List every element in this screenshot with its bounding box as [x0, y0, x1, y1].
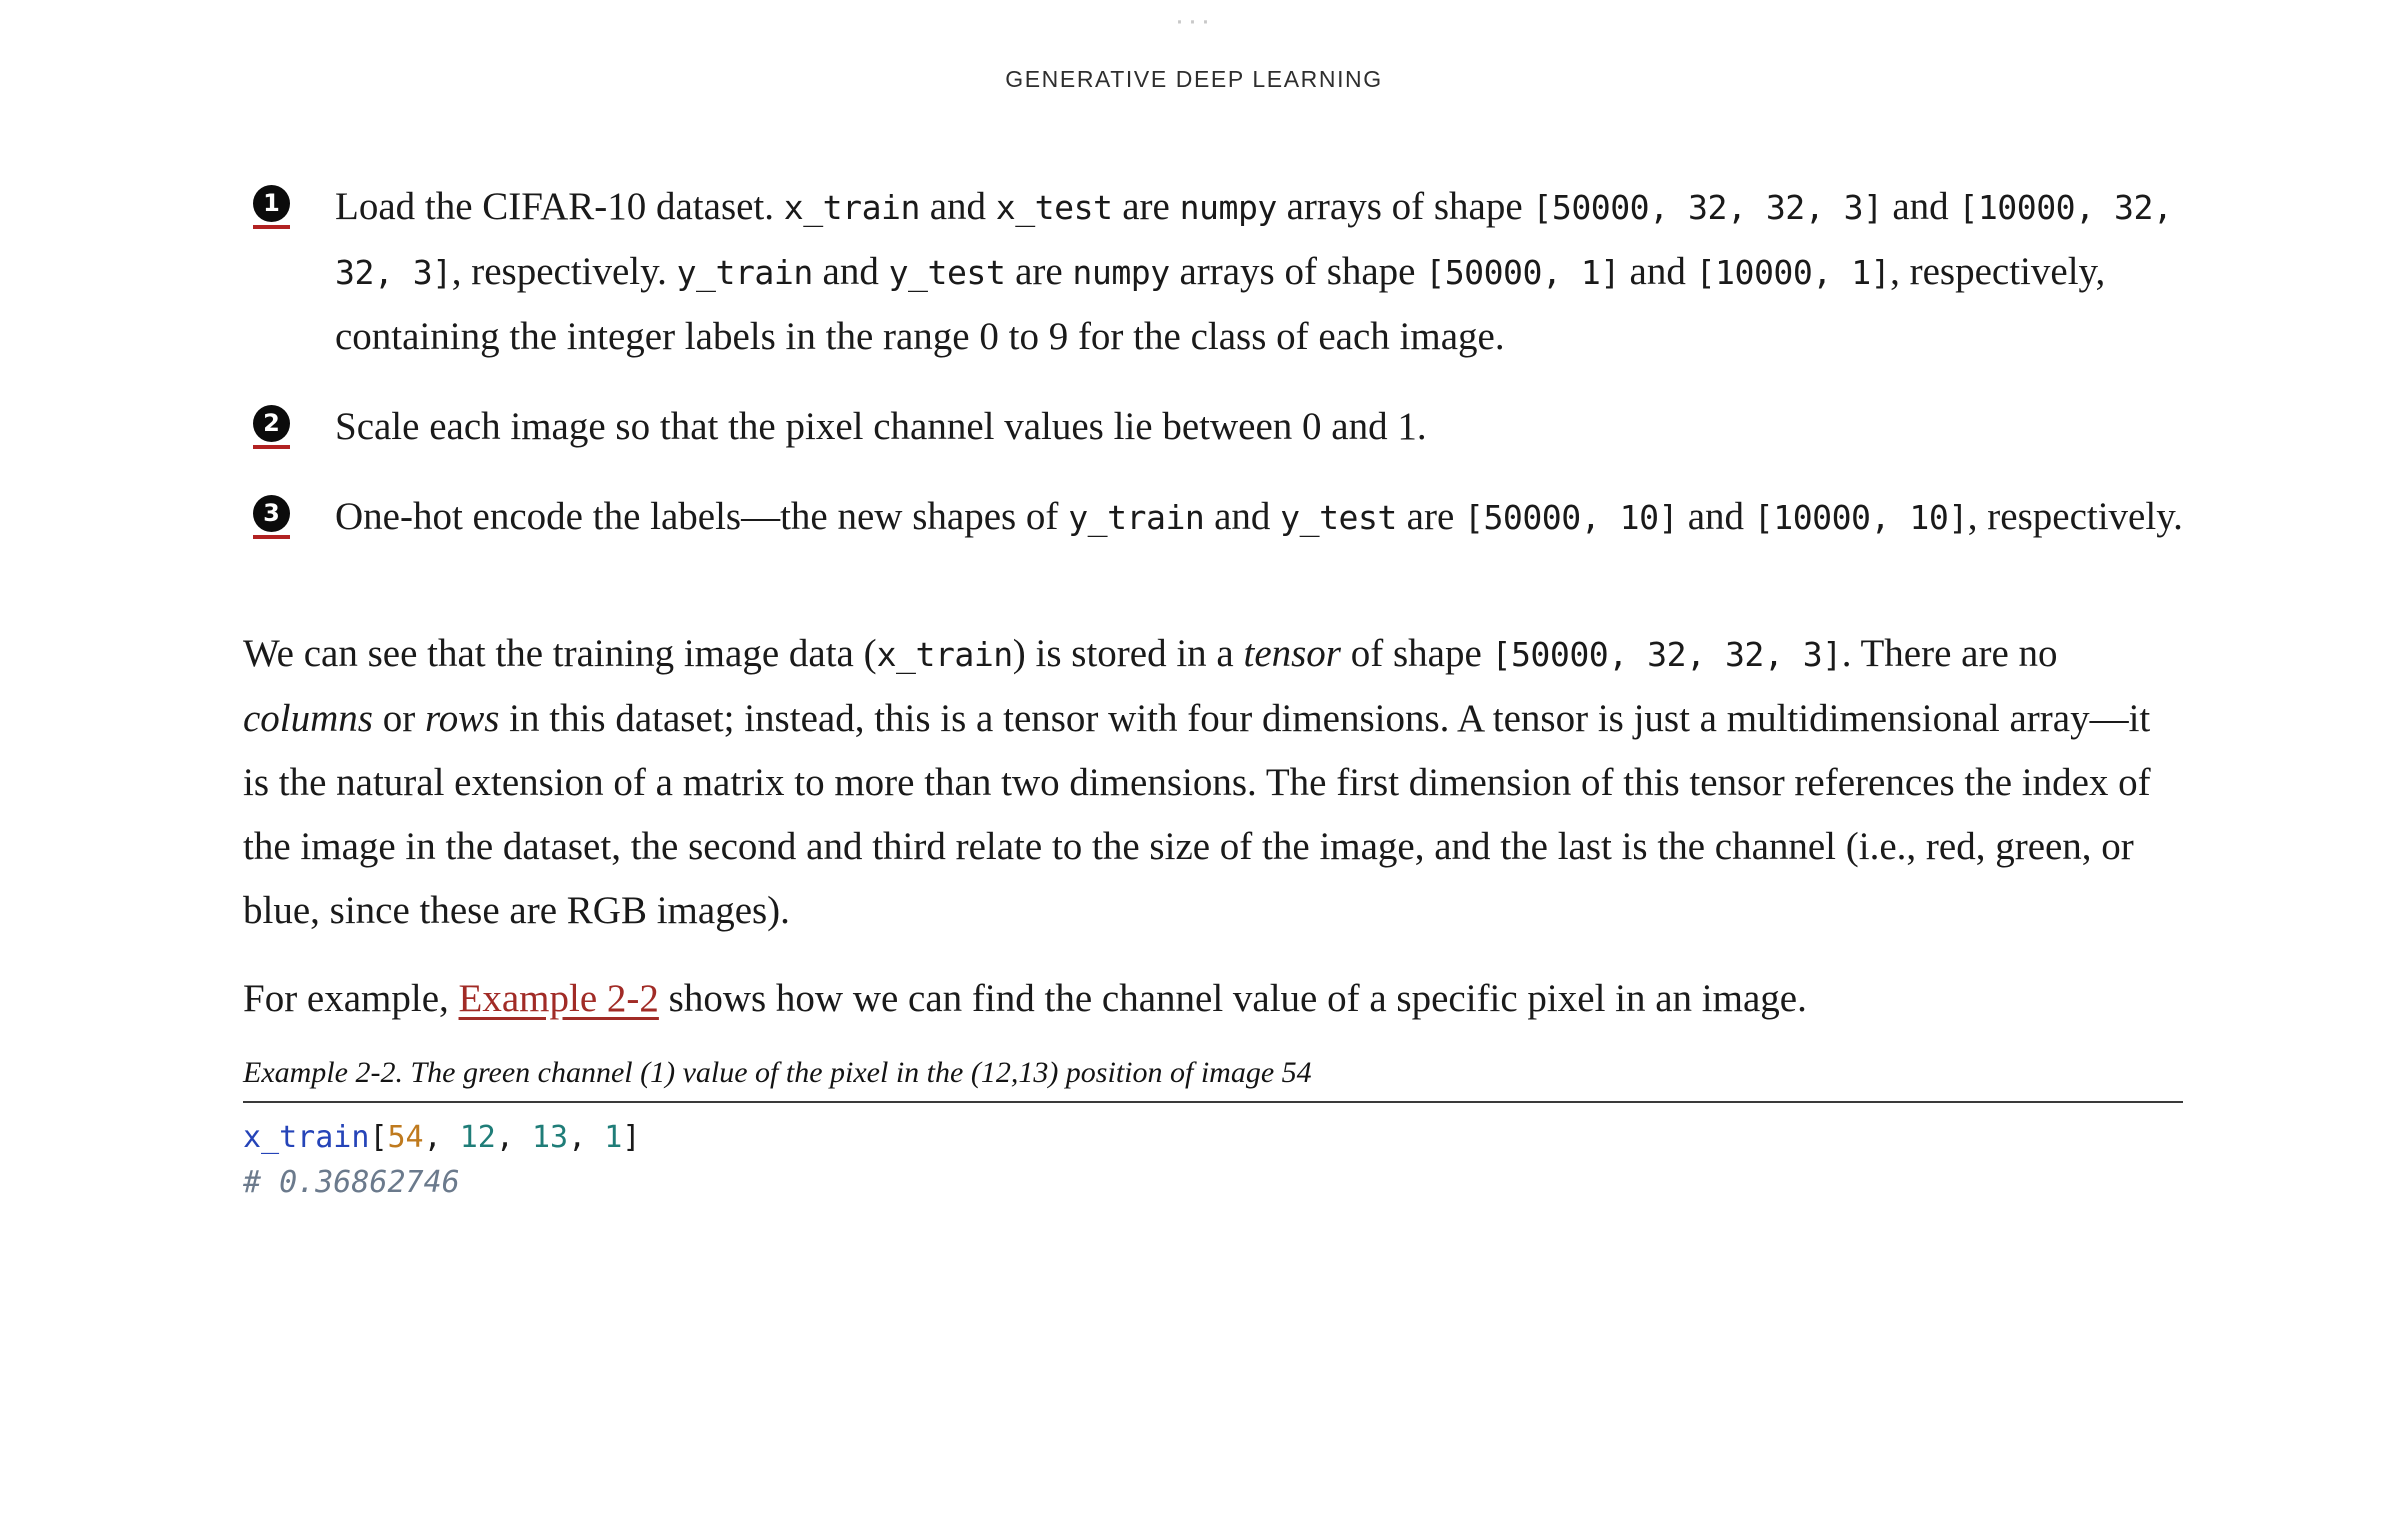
code-token: 13	[532, 1120, 569, 1155]
text-segment: , respectively, containing the integer labels in the range 0 to 9 for the class of each image.	[335, 250, 2106, 358]
code-token: # 0.36862746	[243, 1165, 460, 1200]
inline-code: [50000, 1]	[1425, 253, 1620, 292]
callout-1-number-icon: 1	[253, 185, 290, 222]
text-segment: and	[1882, 185, 1959, 228]
page-top-ellipsis: ···	[1174, 4, 1214, 37]
callout-3-text	[335, 495, 2183, 538]
text-segment: , respectively.	[451, 250, 677, 293]
text-segment: and	[919, 185, 996, 228]
inline-code: y_train	[676, 253, 813, 292]
text-segment: Load the CIFAR-10 dataset.	[335, 185, 784, 228]
text-segment: are	[1005, 250, 1073, 293]
code-token: 12	[459, 1120, 496, 1155]
code-token: ,	[495, 1120, 532, 1155]
inline-code: numpy	[1072, 253, 1170, 292]
text-segment: , respectively.	[1967, 495, 2183, 538]
example-caption: Example 2-2. The green channel (1) value of the pixel in the (12,13) position of image 54	[243, 1053, 2183, 1103]
text-segment: We can see that the training image data (	[243, 632, 877, 675]
code-token: ]	[622, 1120, 641, 1155]
inline-code: y_test	[888, 253, 1006, 292]
text-segment: ) is stored in a	[1012, 632, 1244, 675]
code-token: x_train	[243, 1120, 370, 1155]
code-line-1	[243, 1115, 2183, 1160]
code-token: 1	[604, 1120, 623, 1155]
page-content	[243, 175, 2183, 1205]
code-line-2	[243, 1160, 2183, 1205]
example-2-2-link[interactable]: Example 2-2	[458, 977, 659, 1020]
text-segment: of shape	[1340, 632, 1492, 675]
text-segment: and	[1619, 250, 1696, 293]
code-token: ,	[568, 1120, 605, 1155]
callout-3-number-icon: 3	[253, 495, 290, 532]
code-token: [	[369, 1120, 388, 1155]
callout-2-number-icon: 2	[253, 405, 290, 442]
callout-list	[243, 175, 2183, 550]
code-block	[243, 1115, 2183, 1205]
callout-3-badge	[253, 495, 290, 539]
text-segment: For example,	[243, 977, 459, 1020]
inline-code: [10000, 1]	[1695, 253, 1891, 292]
text-segment: Scale each image so that the pixel channel values lie between 0 and 1.	[335, 405, 1427, 448]
text-segment: and	[1204, 495, 1281, 538]
callout-item-1	[243, 175, 2183, 369]
code-token: 54	[387, 1120, 424, 1155]
running-header-title: GENERATIVE DEEP LEARNING	[1005, 66, 1383, 92]
inline-code: [50000, 32, 32, 3]	[1532, 188, 1883, 227]
inline-code: [10000, 32, 32, 3]	[335, 188, 2173, 292]
callout-1-badge	[253, 185, 290, 229]
text-segment: . There are no	[1841, 632, 2058, 675]
callout-1-text	[335, 185, 2172, 358]
text-segment: in this dataset; instead, this is a tensor with four dimensions. A tensor is just a multidimensional array—it is the natural extension of a matrix to more than two dimensions. The first dimension of this tensor references the index of the image in the dataset, the second and third relate to the size of the image, and the last is the channel (i.e., red, green, or blue, since these are RGB images).	[243, 697, 2151, 932]
emphasis-text: columns	[243, 697, 373, 740]
emphasis-text: rows	[425, 697, 500, 740]
inline-code: y_train	[1068, 498, 1205, 537]
text-segment: arrays of shape	[1169, 250, 1426, 293]
inline-code: [50000, 32, 32, 3]	[1491, 635, 1842, 674]
callout-2-text	[335, 405, 1427, 448]
text-segment: and	[812, 250, 889, 293]
inline-code: [10000, 10]	[1753, 498, 1968, 537]
text-segment: shows how we can find the channel value of a specific pixel in an image.	[658, 977, 1807, 1020]
emphasis-text: tensor	[1243, 632, 1341, 675]
text-segment: are	[1112, 185, 1180, 228]
inline-code: x_train	[783, 188, 920, 227]
inline-code: x_test	[995, 188, 1113, 227]
inline-code: x_train	[876, 635, 1013, 674]
text-segment: or	[373, 697, 425, 740]
inline-code: numpy	[1179, 188, 1277, 227]
text-segment: arrays of shape	[1276, 185, 1533, 228]
inline-code: y_test	[1280, 498, 1397, 537]
callout-item-3	[243, 485, 2183, 550]
callout-2-badge	[253, 405, 290, 449]
text-segment: and	[1677, 495, 1754, 538]
code-token: ,	[423, 1120, 460, 1155]
text-segment: One-hot encode the labels—the new shapes of	[335, 495, 1069, 538]
callout-item-2	[243, 395, 2183, 459]
body-paragraph-tensor	[243, 622, 2183, 943]
text-segment: are	[1396, 495, 1464, 538]
inline-code: [50000, 10]	[1464, 498, 1678, 537]
body-paragraph-example-ref	[243, 967, 2183, 1031]
